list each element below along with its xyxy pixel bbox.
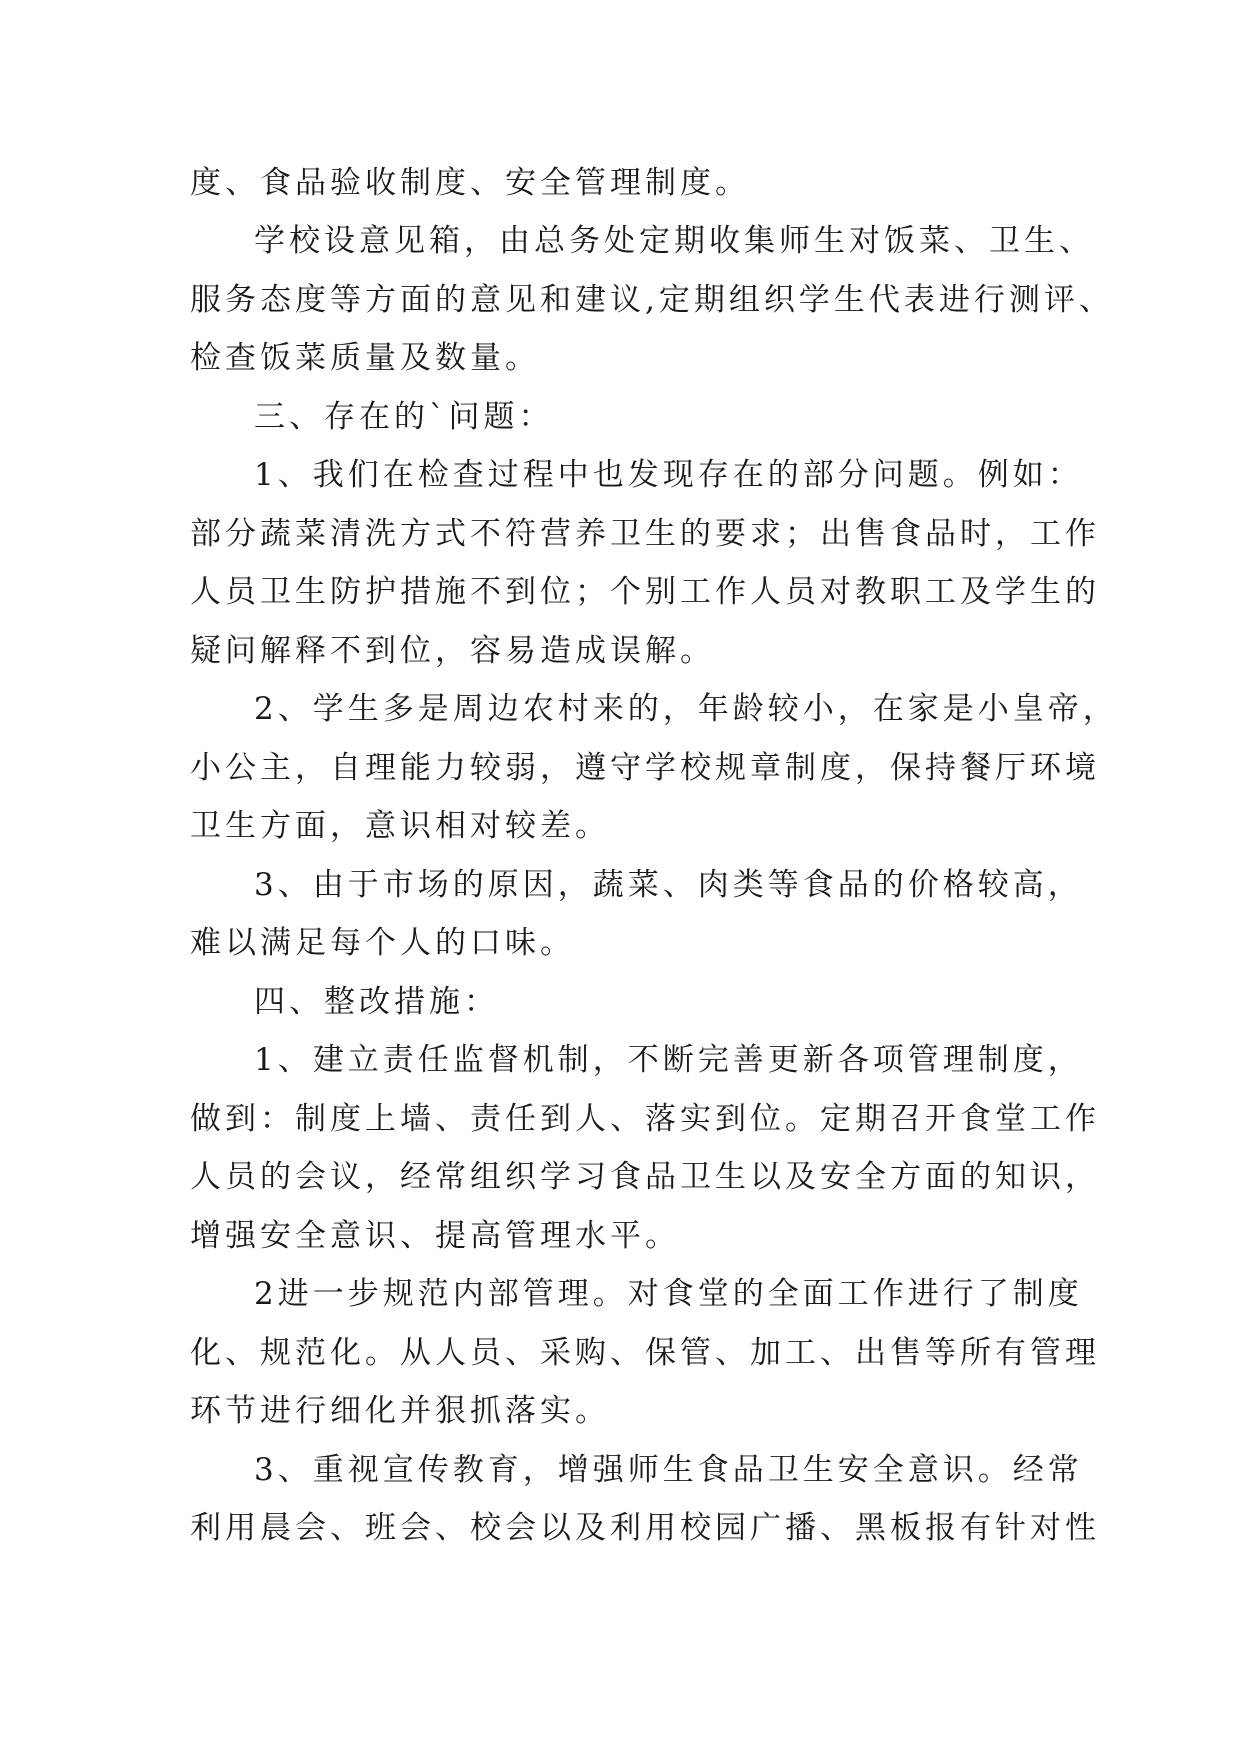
- text-line: 检查饭菜质量及数量。: [190, 340, 540, 376]
- section-heading: 三、存在的`问题：: [254, 399, 554, 435]
- text-line: 卫生方面，意识相对较差。: [190, 808, 610, 844]
- text-line: 1、我们在检查过程中也发现存在的部分问题。例如：: [254, 457, 1083, 493]
- text-line: 增强安全意识、提高管理水平。: [190, 1218, 680, 1254]
- text-line: 1、建立责任监督机制，不断完善更新各项管理制度，: [254, 1042, 1083, 1078]
- text-line: 难以满足每个人的口味。: [190, 925, 575, 961]
- section-heading: 四、整改措施：: [254, 984, 499, 1020]
- text-line: 部分蔬菜清洗方式不符营养卫生的要求；出售食品时，工作: [190, 516, 1100, 552]
- text-line: 疑问解释不到位，容易造成误解。: [190, 633, 715, 669]
- text-line: 环节进行细化并狠抓落实。: [190, 1393, 610, 1429]
- text-line: 人员的会议，经常组织学习食品卫生以及安全方面的知识，: [190, 1159, 1100, 1195]
- text-line: 2、学生多是周边农村来的，年龄较小，在家是小皇帝，: [254, 691, 1118, 727]
- text-line: 化、规范化。从人员、采购、保管、加工、出售等所有管理: [190, 1335, 1100, 1371]
- text-line: 服务态度等方面的意见和建议,定期组织学生代表进行测评、: [190, 282, 1114, 318]
- text-line: 学校设意见箱，由总务处定期收集师生对饭菜、卫生、: [254, 223, 1094, 259]
- text-line: 度、食品验收制度、安全管理制度。: [190, 165, 750, 201]
- text-line: 小公主，自理能力较弱，遵守学校规章制度，保持餐厅环境: [190, 750, 1100, 786]
- text-line: 3、重视宣传教育，增强师生食品卫生安全意识。经常: [254, 1452, 1083, 1488]
- text-line: 3、由于市场的原因，蔬菜、肉类等食品的价格较高，: [254, 867, 1083, 903]
- text-line: 做到：制度上墙、责任到人、落实到位。定期召开食堂工作: [190, 1101, 1100, 1137]
- text-line: 2进一步规范内部管理。对食堂的全面工作进行了制度: [254, 1276, 1083, 1312]
- text-line: 人员卫生防护措施不到位；个别工作人员对教职工及学生的: [190, 574, 1100, 610]
- text-line: 利用晨会、班会、校会以及利用校园广播、黑板报有针对性: [190, 1510, 1100, 1546]
